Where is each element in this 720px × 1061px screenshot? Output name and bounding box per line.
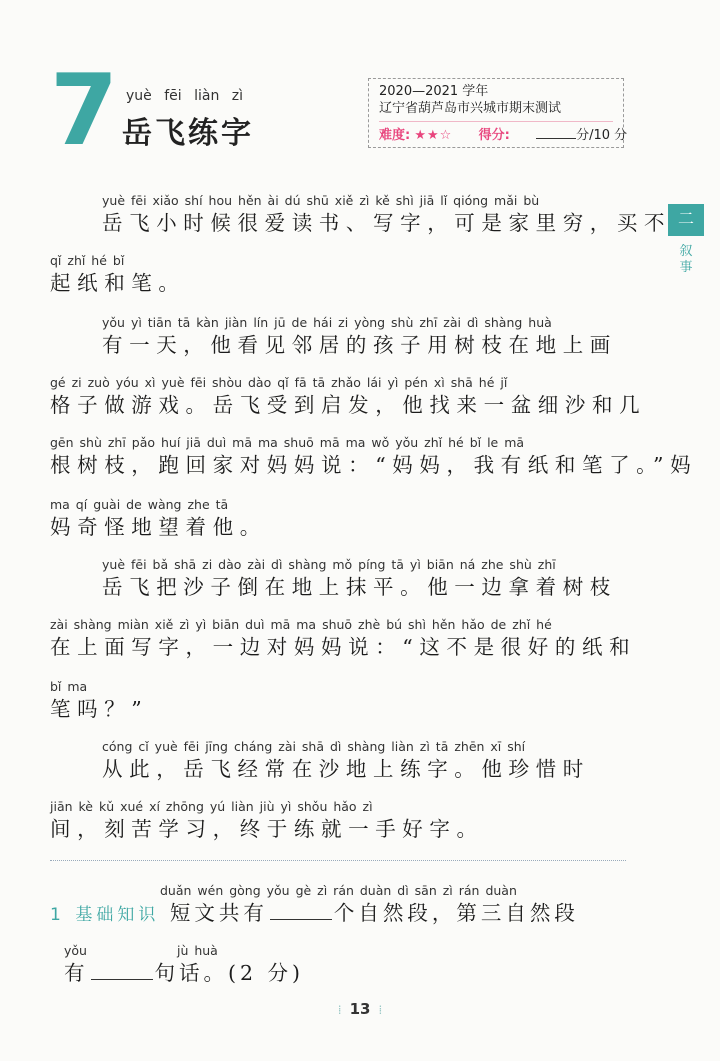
difficulty-label: 难度: [379,128,411,143]
pinyin-line: jiān kè kǔ xué xí zhōng yú liàn jiù yì shǒu hǎo zì [50,799,373,814]
pinyin-line: bǐ ma [50,679,88,694]
section-divider [50,860,626,861]
page-deco-right-icon: ⁞ [378,1003,383,1017]
exam-name: 辽宁省葫芦岛市兴城市期末测试 [379,101,562,116]
text-line: 笔吗？” [50,697,149,721]
text-line: 有一天，他看见邻居的孩子用树枝在地上画 [102,333,617,357]
question-pinyin [64,942,304,960]
text-line: 起纸和笔。 [50,271,186,295]
question-pinyin-b: jù huà [176,943,218,958]
passage-line [50,496,267,540]
text-line: 妈奇怪地望着他。 [50,515,267,539]
passage-line [50,374,646,418]
pinyin-line: qǐ zhǐ hé bǐ [50,253,125,268]
lesson-number: 7 [50,54,119,168]
text-line: 间，刻苦学习，终于练就一手好字。 [50,817,484,841]
text-line: 根树枝，跑回家对妈妈说：“妈妈，我有纸和笔了。”妈 [50,453,698,477]
question-section: 基础知识 [75,905,160,925]
pinyin-line: yuè fēi bǎ shā zi dào zài dì shàng mǒ píng tā yì biān ná zhe shù zhī [102,557,556,572]
text-line: 从此，岳飞经常在沙地上练字。他珍惜时 [102,757,590,781]
passage-line [50,252,186,296]
pinyin-line: yǒu yì tiān tā kàn jiàn lín jū de hái zi yòng shù zhī zài dì shàng huà [102,315,552,330]
passage-line [102,314,617,358]
question-pinyin-a: yǒu [64,943,87,958]
lesson-title-block [122,88,254,152]
page-number: ⁞ 13 ⁞ [337,1000,383,1018]
difficulty-stars-icon: ★★☆ [414,128,453,143]
pinyin-line: gé zi zuò yóu xì yuè fēi shòu dào qǐ fā tā zhǎo lái yì pén xì shā hé jǐ [50,375,508,390]
question-text: 有 [64,961,89,985]
passage-line [50,616,636,660]
passage-line [102,556,617,600]
question-pinyin: duǎn wén gòng yǒu gè zì rán duàn dì sān zì rán duàn [160,883,517,898]
question-text: 短文共有 [169,901,268,925]
question-text: 个自然段，第三自然段 [333,901,579,925]
chapter-label: 叙事 [679,244,693,275]
page-title: 岳飞练字 [122,116,254,151]
passage-line [50,434,697,478]
passage-line [50,798,484,842]
text-line: 岳飞小时候很爱读书、写字，可是家里穷，买不 [102,211,672,235]
chapter-tab: 二 [668,204,704,236]
question-number: 1 [50,905,65,925]
passage-line [102,738,590,782]
page-deco-left-icon: ⁞ [337,1003,342,1017]
question-line-2 [64,942,304,986]
text-line: 格子做游戏。岳飞受到启发，他找来一盆细沙和几 [50,393,647,417]
pinyin-line: yuè fēi xiǎo shí hou hěn ài dú shū xiě zì kě shì jiā lǐ qióng mǎi bù [102,193,540,208]
answer-blank-paragraphs[interactable] [270,901,332,920]
passage-line [102,192,671,236]
exam-year: 2020—2021 学年 [379,84,489,99]
difficulty-score-row [379,121,628,144]
score-label: 得分: [478,128,510,143]
pinyin-line: cóng cǐ yuè fēi jīng cháng zài shā dì shàng liàn zì tā zhēn xī shí [102,739,526,754]
answer-blank-sentences[interactable] [91,961,153,980]
text-line: 岳飞把沙子倒在地上抹平。他一边拿着树枝 [102,575,617,599]
score-suffix: 分/10 分 [576,128,628,143]
passage-line [50,678,148,722]
question-line-1 [50,882,579,928]
score-blank[interactable] [536,126,576,139]
question-text: 句话。(2 分) [154,961,305,985]
pinyin-line: ma qí guài de wàng zhe tā [50,497,229,512]
pinyin-line: zài shàng miàn xiě zì yì biān duì mā ma shuō zhè bú shì hěn hǎo de zhǐ hé [50,617,552,632]
exam-info-box [368,78,628,148]
title-pinyin: yuè fēi liàn zì [126,88,244,104]
text-line: 在上面写字，一边对妈妈说：“这不是很好的纸和 [50,635,637,659]
pinyin-line: gēn shù zhī pǎo huí jiā duì mā ma shuō mā ma wǒ yǒu zhǐ hé bǐ le mā [50,435,525,450]
